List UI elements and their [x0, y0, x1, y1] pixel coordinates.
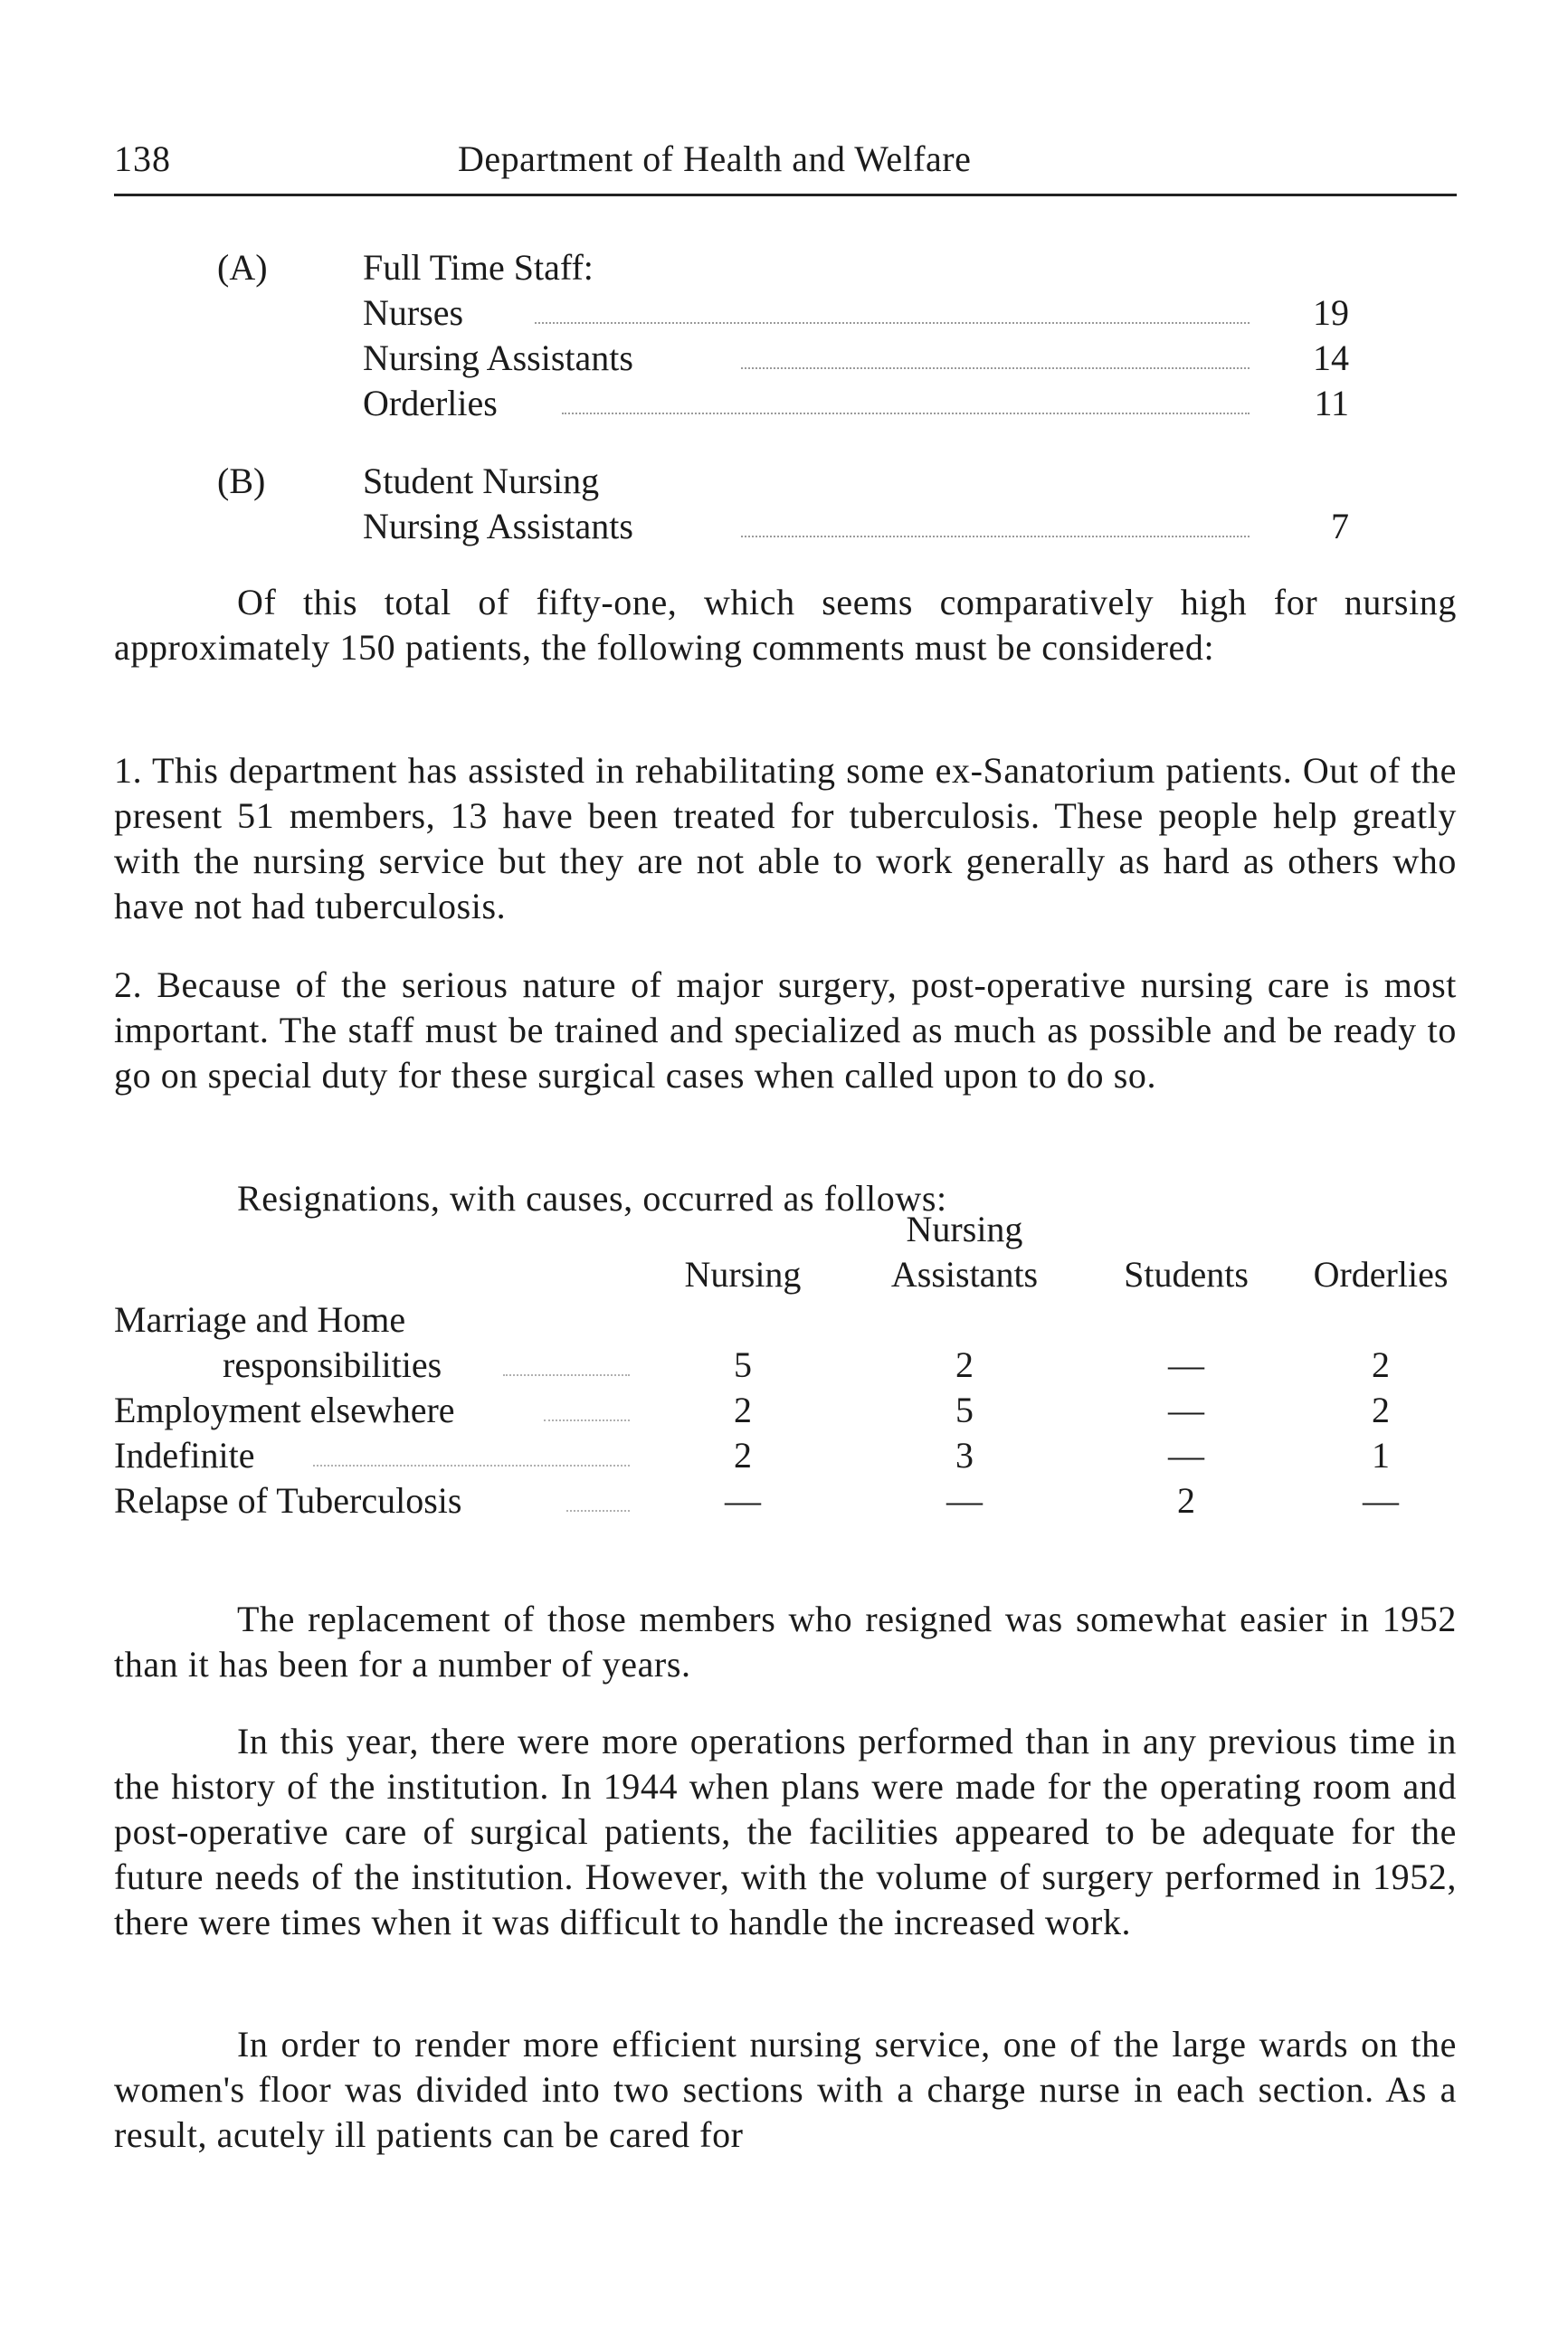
row-label: responsibilities	[223, 1344, 442, 1385]
staff-label: Nurses	[363, 292, 464, 333]
leader-dots	[741, 367, 1250, 369]
table-cell: 2	[955, 1344, 974, 1385]
table-cell: 1	[1372, 1435, 1390, 1476]
leader-dots	[566, 1510, 630, 1512]
leader-dots	[535, 322, 1250, 324]
staff-label: Nursing Assistants	[363, 337, 633, 378]
leader-dots	[313, 1465, 630, 1467]
leader-dots	[562, 413, 1250, 414]
page-number: 138	[114, 138, 171, 179]
staff-row	[363, 505, 1349, 550]
row-label: Relapse of Tuberculosis	[114, 1480, 462, 1521]
row-label: Marriage and Home	[114, 1299, 406, 1340]
resignations-table	[114, 1209, 1457, 1579]
table-cell: —	[1363, 1480, 1399, 1521]
table-cell: 5	[955, 1390, 974, 1430]
table-cell: 3	[955, 1435, 974, 1476]
staff-count: 11	[1314, 383, 1349, 423]
row-label: Indefinite	[114, 1435, 255, 1476]
staff-label: Orderlies	[363, 383, 498, 423]
running-title: Department of Health and Welfare	[458, 138, 972, 179]
paragraph-replacement: The replacement of those members who resigned was somewhat easier in 1952 than it has been for a number of years.	[114, 1599, 1457, 1685]
table-cell: —	[1168, 1390, 1204, 1430]
paragraph-operations: In this year, there were more operations performed than in any previous time in the history of the institution. In 1944 when plans were made for the operating room and post-operative care of surgical patients, the facilities appeared to be adequate for the future needs of the institution. However, with the volume of surgery performed in 1952, there were times when it was difficult to handle the increased work.	[114, 1721, 1457, 1942]
table-cell: 2	[734, 1390, 752, 1430]
staff-count: 14	[1313, 337, 1349, 378]
paragraph-comment-1: 1. This department has assisted in rehabilitating some ex-Sanatorium patients. Out of the present 51 members, 13 have been treated for tuberculosis. These people help greatly with the nursing service but they are not able to work generally as hard as others who have not had tuberculosis.	[114, 750, 1457, 926]
column-header-assistants: Assistants	[890, 1254, 1039, 1295]
section-letter: (A)	[217, 247, 268, 288]
section-heading: Full Time Staff:	[363, 247, 594, 288]
column-header-students: Students	[1124, 1254, 1249, 1295]
staff-count: 19	[1313, 292, 1349, 333]
staff-count: 7	[1331, 506, 1349, 546]
staff-row	[363, 382, 1349, 427]
section-letter: (B)	[217, 460, 266, 501]
section-heading: Student Nursing	[363, 460, 600, 501]
row-label: Employment elsewhere	[114, 1390, 455, 1430]
table-cell: —	[1168, 1435, 1204, 1476]
paragraph-comment-2: 2. Because of the serious nature of major surgery, post-operative nursing care is most important. The staff must be trained and specialized as much as possible and be ready to go on special duty for these surgical cases when called upon to do so.	[114, 964, 1457, 1096]
table-cell: 2	[734, 1435, 752, 1476]
table-cell: —	[725, 1480, 761, 1521]
table-cell: 5	[734, 1344, 752, 1385]
table-cell: 2	[1372, 1390, 1390, 1430]
column-header-orderlies: Orderlies	[1313, 1254, 1449, 1295]
leader-dots	[503, 1374, 630, 1376]
header-rule	[114, 194, 1457, 196]
table-cell: —	[1168, 1344, 1204, 1385]
column-header-assistants-top: Nursing	[906, 1209, 1023, 1249]
paragraph-resignations-intro: Resignations, with causes, occurred as follows:	[237, 1178, 947, 1219]
table-cell: 2	[1177, 1480, 1195, 1521]
table-cell: 2	[1372, 1344, 1390, 1385]
paragraph-wards: In order to render more efficient nursing service, one of the large wards on the women's floor was divided into two sections with a charge nurse in each section. As a result, acutely ill patients can be cared for	[114, 2024, 1457, 2155]
leader-dots	[741, 536, 1250, 537]
staff-row	[363, 291, 1349, 337]
staff-row	[363, 337, 1349, 382]
table-cell: —	[946, 1480, 983, 1521]
staff-label: Nursing Assistants	[363, 506, 633, 546]
column-header-nursing: Nursing	[684, 1254, 802, 1295]
page-header	[114, 138, 1457, 192]
leader-dots	[544, 1419, 630, 1421]
paragraph-staff-total: Of this total of fifty-one, which seems comparatively high for nursing approximately 150 patients, the following comments must be considered:	[114, 582, 1457, 668]
